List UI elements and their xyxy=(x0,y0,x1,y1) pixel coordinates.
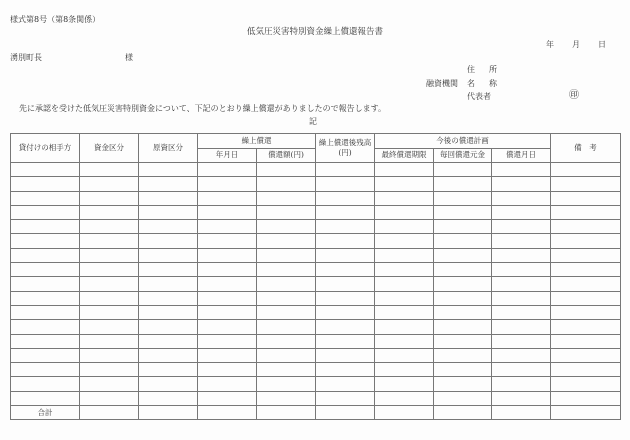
table-row xyxy=(11,177,621,191)
date-field xyxy=(546,40,606,50)
total-row xyxy=(11,406,621,420)
table-cell[interactable] xyxy=(80,377,139,391)
table-cell[interactable] xyxy=(198,205,257,219)
table-cell[interactable] xyxy=(551,305,621,319)
table-cell[interactable] xyxy=(434,363,492,377)
table-cell[interactable] xyxy=(434,320,492,334)
table-cell[interactable] xyxy=(434,191,492,205)
table-cell[interactable] xyxy=(375,163,434,177)
table-cell[interactable] xyxy=(492,234,551,248)
table-cell[interactable] xyxy=(492,248,551,262)
table-cell[interactable] xyxy=(551,391,621,405)
table-cell[interactable] xyxy=(375,320,434,334)
table-row xyxy=(11,248,621,262)
table-cell[interactable] xyxy=(257,363,316,377)
body-text: 先に承認を受けた低気圧災害特別資金について、下記のとおり繰上償還がありましたので報告します。 xyxy=(19,104,387,113)
table-cell[interactable] xyxy=(11,205,80,219)
table-cell[interactable] xyxy=(492,363,551,377)
table-cell[interactable] xyxy=(139,220,198,234)
table-row xyxy=(11,391,621,405)
header-repayment-date: 年月日 xyxy=(198,148,257,163)
table-row xyxy=(11,234,621,248)
table-cell[interactable] xyxy=(375,334,434,348)
table-cell[interactable] xyxy=(375,263,434,277)
table-row xyxy=(11,291,621,305)
table-row xyxy=(11,320,621,334)
table-cell[interactable] xyxy=(11,191,80,205)
date-month-label: 月 xyxy=(572,40,580,49)
table-cell[interactable] xyxy=(492,320,551,334)
table-cell[interactable] xyxy=(492,348,551,362)
label-char: 所 xyxy=(489,65,497,74)
table-cell[interactable] xyxy=(198,406,257,420)
table-cell[interactable] xyxy=(492,191,551,205)
table-cell[interactable] xyxy=(198,391,257,405)
table-cell[interactable] xyxy=(139,191,198,205)
table-cell[interactable] xyxy=(434,263,492,277)
label-char: 住 xyxy=(467,65,475,74)
table-cell[interactable] xyxy=(492,391,551,405)
table-cell[interactable] xyxy=(551,220,621,234)
label-char: 名 xyxy=(467,79,475,88)
label-char: 称 xyxy=(489,79,497,88)
table-cell[interactable] xyxy=(434,234,492,248)
table-cell[interactable] xyxy=(551,334,621,348)
table-cell[interactable] xyxy=(257,320,316,334)
table-row xyxy=(11,377,621,391)
recipient-name: 湧別町長 xyxy=(10,53,42,62)
table-cell[interactable] xyxy=(139,391,198,405)
table-cell[interactable] xyxy=(139,348,198,362)
table-cell[interactable] xyxy=(316,334,375,348)
table-cell[interactable] xyxy=(11,234,80,248)
table-cell[interactable] xyxy=(139,234,198,248)
table-cell[interactable] xyxy=(198,191,257,205)
table-cell[interactable] xyxy=(139,406,198,420)
table-cell[interactable] xyxy=(375,248,434,262)
table-cell[interactable] xyxy=(434,305,492,319)
table-cell[interactable] xyxy=(434,220,492,234)
table-cell[interactable] xyxy=(375,234,434,248)
header-early-repayment: 繰上償還 xyxy=(198,134,316,149)
table-cell[interactable] xyxy=(316,406,375,420)
table-cell[interactable] xyxy=(551,234,621,248)
table-cell[interactable] xyxy=(80,291,139,305)
table-cell[interactable] xyxy=(434,205,492,219)
table-cell[interactable] xyxy=(551,263,621,277)
table-cell[interactable] xyxy=(198,305,257,319)
table-cell[interactable] xyxy=(139,163,198,177)
document-title: 低気圧災害特別資金繰上償還報告書 xyxy=(246,27,383,37)
table-row xyxy=(11,305,621,319)
table-cell[interactable] xyxy=(11,177,80,191)
table-cell[interactable] xyxy=(11,163,80,177)
table-cell[interactable] xyxy=(316,263,375,277)
header-source-type: 原資区分 xyxy=(139,134,198,163)
table-cell[interactable] xyxy=(551,277,621,291)
date-day-label: 日 xyxy=(598,40,606,49)
sender-representative-label: 代表者 xyxy=(467,92,491,101)
table-cell[interactable] xyxy=(375,406,434,420)
header-repayment-amount: 償還額(円) xyxy=(257,148,316,163)
table-cell[interactable] xyxy=(198,248,257,262)
table-cell[interactable] xyxy=(80,391,139,405)
table-cell[interactable] xyxy=(316,377,375,391)
table-cell[interactable] xyxy=(434,248,492,262)
table-cell[interactable] xyxy=(375,348,434,362)
table-cell[interactable] xyxy=(492,305,551,319)
table-cell[interactable] xyxy=(316,163,375,177)
table-cell[interactable] xyxy=(434,277,492,291)
table-cell[interactable] xyxy=(80,191,139,205)
table-cell[interactable] xyxy=(492,263,551,277)
form-number: 様式第8号（第8条関係） xyxy=(10,15,101,24)
table-cell[interactable] xyxy=(257,220,316,234)
table-cell[interactable] xyxy=(80,263,139,277)
table-cell[interactable] xyxy=(139,305,198,319)
table-cell[interactable] xyxy=(316,220,375,234)
table-cell[interactable] xyxy=(316,291,375,305)
table-cell[interactable] xyxy=(139,377,198,391)
table-cell[interactable] xyxy=(80,406,139,420)
table-cell[interactable] xyxy=(198,263,257,277)
table-cell[interactable] xyxy=(11,334,80,348)
table-cell[interactable] xyxy=(80,305,139,319)
table-cell[interactable] xyxy=(139,277,198,291)
table-cell[interactable] xyxy=(257,177,316,191)
table-cell[interactable] xyxy=(80,348,139,362)
table-cell[interactable] xyxy=(492,406,551,420)
date-year-label: 年 xyxy=(546,40,554,49)
table-cell[interactable] xyxy=(11,377,80,391)
table-cell[interactable] xyxy=(375,220,434,234)
table-cell[interactable] xyxy=(551,291,621,305)
header-final-due: 最終償還期限 xyxy=(375,148,434,163)
table-cell[interactable] xyxy=(11,220,80,234)
table-cell[interactable] xyxy=(434,291,492,305)
sender-group-label: 融資機関 xyxy=(426,79,458,88)
table-cell[interactable] xyxy=(434,177,492,191)
table-cell[interactable] xyxy=(257,406,316,420)
table-cell[interactable] xyxy=(257,163,316,177)
table-cell[interactable] xyxy=(551,205,621,219)
table-cell[interactable] xyxy=(11,305,80,319)
table-cell[interactable] xyxy=(551,248,621,262)
table-cell[interactable] xyxy=(139,248,198,262)
header-future-plan: 今後の償還計画 xyxy=(375,134,551,149)
total-label: 合計 xyxy=(11,406,80,420)
table-cell[interactable] xyxy=(375,291,434,305)
table-cell[interactable] xyxy=(375,377,434,391)
table-cell[interactable] xyxy=(375,191,434,205)
table-cell[interactable] xyxy=(11,363,80,377)
table-cell[interactable] xyxy=(80,334,139,348)
table-row xyxy=(11,163,621,177)
table-cell[interactable] xyxy=(551,348,621,362)
table-cell[interactable] xyxy=(198,377,257,391)
table-cell[interactable] xyxy=(492,220,551,234)
table-cell[interactable] xyxy=(198,334,257,348)
table-cell[interactable] xyxy=(551,191,621,205)
table-cell[interactable] xyxy=(492,334,551,348)
table-cell[interactable] xyxy=(11,248,80,262)
table-cell[interactable] xyxy=(139,334,198,348)
table-cell[interactable] xyxy=(139,291,198,305)
table-cell[interactable] xyxy=(80,277,139,291)
table-cell[interactable] xyxy=(80,363,139,377)
table-cell[interactable] xyxy=(316,205,375,219)
table-cell[interactable] xyxy=(139,363,198,377)
table-cell[interactable] xyxy=(492,377,551,391)
table-cell[interactable] xyxy=(198,277,257,291)
header-balance-line2: (円) xyxy=(338,148,352,157)
header-repayment-month-day: 償還月日 xyxy=(492,148,551,163)
table-cell[interactable] xyxy=(257,377,316,391)
header-fund-type: 資金区分 xyxy=(80,134,139,163)
header-balance-line1: 繰上償還後残高 xyxy=(318,138,372,147)
table-cell[interactable] xyxy=(551,377,621,391)
table-cell[interactable] xyxy=(198,177,257,191)
table-cell[interactable] xyxy=(257,391,316,405)
table-cell[interactable] xyxy=(551,320,621,334)
table-cell[interactable] xyxy=(257,263,316,277)
table-cell[interactable] xyxy=(80,220,139,234)
table-cell[interactable] xyxy=(316,305,375,319)
table-cell[interactable] xyxy=(492,163,551,177)
table-row xyxy=(11,334,621,348)
table-cell[interactable] xyxy=(198,291,257,305)
table-cell[interactable] xyxy=(198,220,257,234)
table-cell[interactable] xyxy=(257,191,316,205)
table-row xyxy=(11,263,621,277)
table-cell[interactable] xyxy=(257,234,316,248)
table-cell[interactable] xyxy=(198,320,257,334)
table-cell[interactable] xyxy=(257,334,316,348)
table-cell[interactable] xyxy=(492,177,551,191)
table-cell[interactable] xyxy=(375,205,434,219)
sender-address-label xyxy=(467,65,497,75)
table-cell[interactable] xyxy=(316,248,375,262)
table-cell[interactable] xyxy=(11,277,80,291)
repayment-table xyxy=(10,133,621,420)
table-cell[interactable] xyxy=(139,177,198,191)
table-cell[interactable] xyxy=(492,291,551,305)
table-cell[interactable] xyxy=(316,320,375,334)
table-row xyxy=(11,277,621,291)
header-balance xyxy=(316,134,375,163)
table-cell[interactable] xyxy=(11,348,80,362)
table-cell[interactable] xyxy=(551,163,621,177)
table-cell[interactable] xyxy=(375,363,434,377)
header-borrower: 貸付けの相手方 xyxy=(11,134,80,163)
table-cell[interactable] xyxy=(434,377,492,391)
table-cell[interactable] xyxy=(492,205,551,219)
ki-heading: 記 xyxy=(309,117,317,126)
table-cell[interactable] xyxy=(80,177,139,191)
table-cell[interactable] xyxy=(492,277,551,291)
table-cell[interactable] xyxy=(434,391,492,405)
table-cell[interactable] xyxy=(434,406,492,420)
table-cell[interactable] xyxy=(551,406,621,420)
table-cell[interactable] xyxy=(257,348,316,362)
table-cell[interactable] xyxy=(316,277,375,291)
table-cell[interactable] xyxy=(434,334,492,348)
table-cell[interactable] xyxy=(316,363,375,377)
table-row xyxy=(11,363,621,377)
table-cell[interactable] xyxy=(11,391,80,405)
table-row xyxy=(11,191,621,205)
recipient-honorific: 様 xyxy=(125,53,133,62)
sender-name-label xyxy=(467,79,497,89)
table-cell[interactable] xyxy=(316,391,375,405)
header-installment: 毎回償還元金 xyxy=(434,148,492,163)
table-cell[interactable] xyxy=(375,305,434,319)
table-cell[interactable] xyxy=(257,305,316,319)
table-cell[interactable] xyxy=(80,234,139,248)
table-cell[interactable] xyxy=(257,277,316,291)
table-cell[interactable] xyxy=(434,163,492,177)
header-remarks: 備 考 xyxy=(551,134,621,163)
table-cell[interactable] xyxy=(198,363,257,377)
table-cell[interactable] xyxy=(316,348,375,362)
table-cell[interactable] xyxy=(139,263,198,277)
table-cell[interactable] xyxy=(316,234,375,248)
table-cell[interactable] xyxy=(11,320,80,334)
table-cell[interactable] xyxy=(316,177,375,191)
table-cell[interactable] xyxy=(80,163,139,177)
table-cell[interactable] xyxy=(551,363,621,377)
seal-stamp-icon: ㊞ xyxy=(569,90,579,101)
table-cell[interactable] xyxy=(11,263,80,277)
table-row xyxy=(11,348,621,362)
table-cell[interactable] xyxy=(316,191,375,205)
table-cell[interactable] xyxy=(139,205,198,219)
table-cell[interactable] xyxy=(257,205,316,219)
table-cell[interactable] xyxy=(257,291,316,305)
table-cell[interactable] xyxy=(551,177,621,191)
table-cell[interactable] xyxy=(375,391,434,405)
table-cell[interactable] xyxy=(80,320,139,334)
table-row xyxy=(11,205,621,219)
table-cell[interactable] xyxy=(375,277,434,291)
table-cell[interactable] xyxy=(434,348,492,362)
table-cell[interactable] xyxy=(198,348,257,362)
table-row xyxy=(11,220,621,234)
table-cell[interactable] xyxy=(198,163,257,177)
table-cell[interactable] xyxy=(139,320,198,334)
table-cell[interactable] xyxy=(375,177,434,191)
table-cell[interactable] xyxy=(80,205,139,219)
table-cell[interactable] xyxy=(198,234,257,248)
table-cell[interactable] xyxy=(80,248,139,262)
table-cell[interactable] xyxy=(257,248,316,262)
table-cell[interactable] xyxy=(11,291,80,305)
